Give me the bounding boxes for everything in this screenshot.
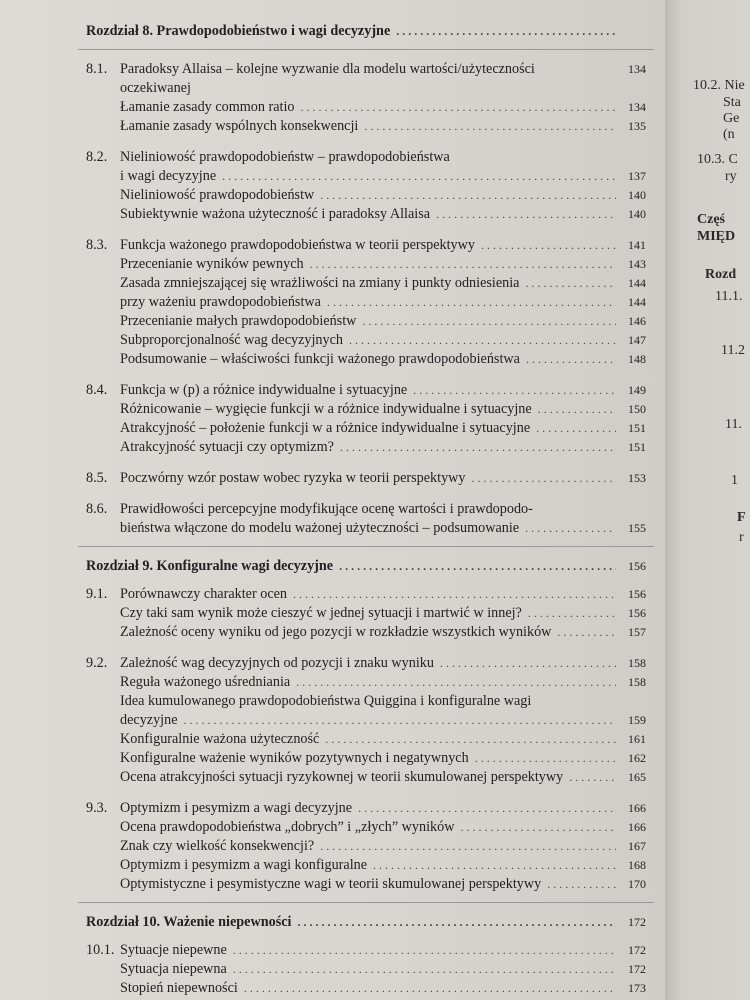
facing-page-text: F bbox=[737, 510, 746, 525]
toc-item: Przecenianie wyników pewnych . . . 143 bbox=[86, 255, 646, 274]
facing-page-text: ry bbox=[725, 169, 737, 184]
toc-item: Subproporcjonalność wag decyzyjnych . . . 147 bbox=[86, 331, 646, 350]
toc-item: Zależność oceny wyniku od jego pozycji w rozkładzie wszystkich wyników . . . 157 bbox=[86, 623, 646, 642]
toc-item: Ocena atrakcyjności sytuacji ryzykownej w teorii skumulowanej perspektywy . . . 165 bbox=[86, 768, 646, 787]
toc-item: Ocena prawdopodobieństwa „dobrych” i „złych” wyników . . . 166 bbox=[86, 818, 646, 837]
toc-item: Optymistyczne i pesymistyczne wagi w teorii skumulowanej perspektywy . . . 170 bbox=[86, 875, 646, 894]
facing-page-text: (n bbox=[723, 127, 735, 142]
toc-item: Reguła ważonego uśredniania . . . 158 bbox=[86, 673, 646, 692]
facing-page-text: Ge bbox=[723, 111, 740, 126]
facing-page-text: 11.2 bbox=[721, 343, 745, 358]
section-10-1: 10.1. Sytuacje niepewne . . . 172 bbox=[86, 941, 646, 960]
facing-page-text: 11.1. bbox=[715, 289, 743, 304]
toc-item: Łamanie zasady common ratio . . . 134 bbox=[86, 98, 646, 117]
facing-page-text: 10.2. Nie bbox=[693, 78, 745, 93]
section-8-4: 8.4. Funkcja w (p) a różnice indywidualne i sytuacyjne . . . 149 bbox=[86, 381, 646, 400]
toc-item: Podsumowanie – właściwości funkcji ważonego prawdopodobieństwa . . . 148 bbox=[86, 350, 646, 369]
chapter-10-heading: Rozdział 10. Ważenie niepewności . . . 172 bbox=[86, 913, 646, 932]
toc-item: Zasada zmniejszającej się wrażliwości na zmiany i punkty odniesienia . . . 144 bbox=[86, 274, 646, 293]
section-8-1-cont: oczekiwanej bbox=[120, 80, 191, 96]
section-8-2: 8.2. Nieliniowość prawdopodobieństw – prawdopodobieństwa bbox=[86, 149, 450, 165]
section-8-1: 8.1. Paradoksy Allaisa – kolejne wyzwanie dla modelu wartości/użyteczności 134 bbox=[86, 61, 646, 77]
toc-item: Łamanie zasady wspólnych konsekwencji . . . 135 bbox=[86, 117, 646, 136]
section-8-6-cont: bieństwa włączone do modelu ważonej użyteczności – podsumowanie . . . 155 bbox=[86, 519, 646, 538]
toc-item: Przecenianie małych prawdopodobieństw . . . 146 bbox=[86, 312, 646, 331]
chapter-8-heading: Rozdział 8. Prawdopodobieństwo i wagi decyzyjne . . . bbox=[86, 22, 646, 41]
section-8-6: 8.6. Prawidłowości percepcyjne modyfikujące ocenę wartości i prawdopodo- bbox=[86, 501, 533, 517]
toc-item: Atrakcyjność – położenie funkcji w a różnice indywidualne i sytuacyjne . . . 151 bbox=[86, 419, 646, 438]
section-9-2: 9.2. Zależność wag decyzyjnych od pozycji i znaku wyniku . . . 158 bbox=[86, 654, 646, 673]
facing-page-text: MIĘD bbox=[697, 229, 736, 244]
chapter-divider bbox=[78, 49, 654, 50]
chapter-9-heading: Rozdział 9. Konfiguralne wagi decyzyjne . . . 156 bbox=[86, 557, 646, 576]
toc-item: Subiektywnie ważona użyteczność i paradoksy Allaisa . . . 140 bbox=[86, 205, 646, 224]
section-8-5: 8.5. Poczwórny wzór postaw wobec ryzyka w teorii perspektywy . . . 153 bbox=[86, 469, 646, 488]
toc-item: Optymizm i pesymizm a wagi konfiguralne . . . 168 bbox=[86, 856, 646, 875]
facing-page-text: 11. bbox=[725, 417, 742, 432]
toc-item: Konfiguralnie ważona użyteczność . . . 161 bbox=[86, 730, 646, 749]
facing-page-text: Sta bbox=[723, 95, 741, 110]
toc-item: przy ważeniu prawdopodobieństwa . . . 144 bbox=[86, 293, 646, 312]
toc-item: decyzyjne . . . 159 bbox=[86, 711, 646, 730]
facing-page-text: Częś bbox=[697, 212, 725, 227]
chapter-divider bbox=[78, 902, 654, 903]
section-9-1: 9.1. Porównawczy charakter ocen . . . 156 bbox=[86, 585, 646, 604]
toc-item: Znak czy wielkość konsekwencji? . . . 167 bbox=[86, 837, 646, 856]
toc-item: Czy taki sam wynik może cieszyć w jednej sytuacji i martwić w innej? . . . 156 bbox=[86, 604, 646, 623]
toc-item: Sytuacja niepewna . . . 172 bbox=[86, 960, 646, 979]
toc-item: Stopień niepewności . . . 173 bbox=[86, 979, 646, 998]
facing-page-edge bbox=[665, 0, 750, 1000]
facing-page-text: 1 bbox=[731, 473, 738, 488]
facing-page-text: r bbox=[739, 530, 744, 545]
toc-item: Konfiguralne ważenie wyników pozytywnych i negatywnych . . . 162 bbox=[86, 749, 646, 768]
section-8-3: 8.3. Funkcja ważonego prawdopodobieństwa w teorii perspektywy . . . 141 bbox=[86, 236, 646, 255]
toc-item: Atrakcyjność sytuacji czy optymizm? . . . 151 bbox=[86, 438, 646, 457]
facing-page-text: 10.3. C bbox=[697, 152, 738, 167]
table-of-contents bbox=[86, 22, 646, 998]
facing-page-text: Rozd bbox=[705, 267, 737, 282]
chapter-divider bbox=[78, 546, 654, 547]
section-8-2-cont: i wagi decyzyjne . . . 137 bbox=[86, 167, 646, 186]
toc-item: Nieliniowość prawdopodobieństw . . . 140 bbox=[86, 186, 646, 205]
toc-item: Idea kumulowanego prawdopodobieństwa Quiggina i konfiguralne wagi bbox=[120, 693, 532, 709]
toc-item: Różnicowanie – wygięcie funkcji w a różnice indywidualne i sytuacyjne . . . 150 bbox=[86, 400, 646, 419]
section-9-3: 9.3. Optymizm i pesymizm a wagi decyzyjne . . . 166 bbox=[86, 799, 646, 818]
